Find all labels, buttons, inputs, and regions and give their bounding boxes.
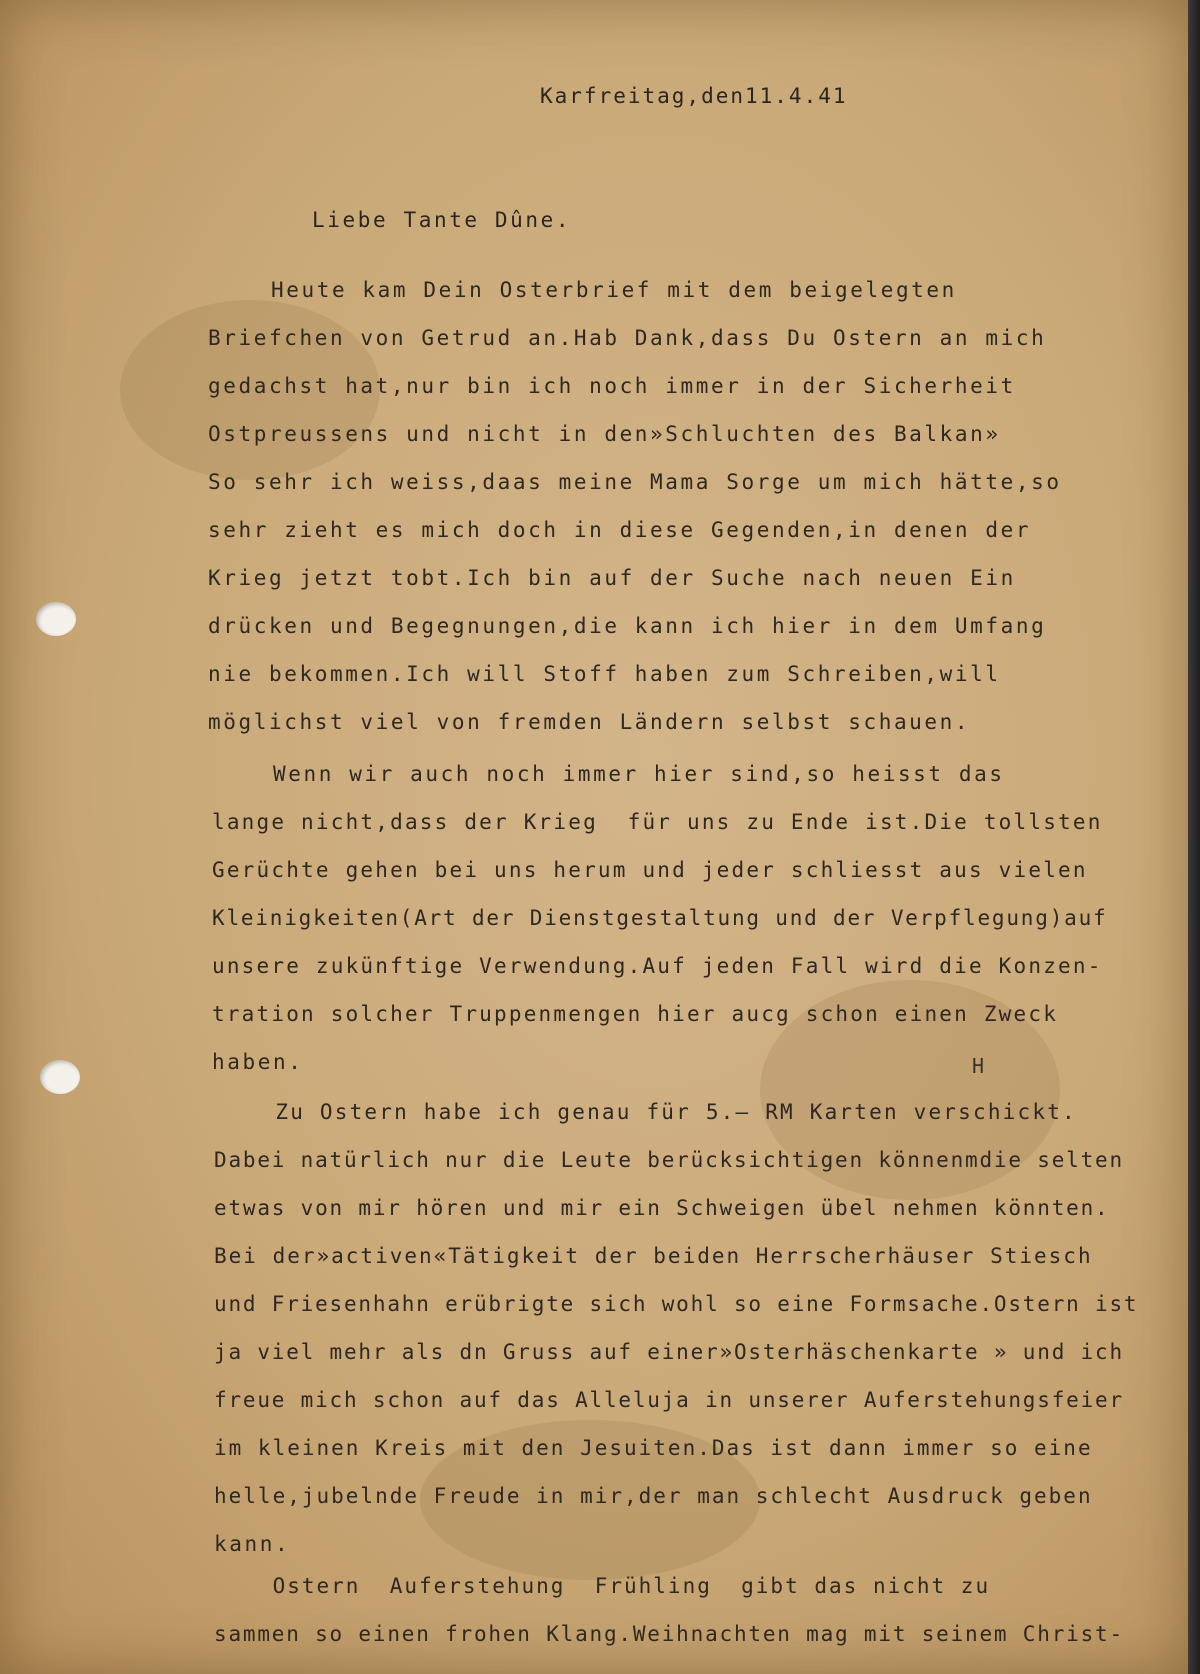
letter-line: sehr zieht es mich doch in diese Gegenden,in denen der bbox=[208, 518, 1032, 542]
letter-line: So sehr ich weiss,daas meine Mama Sorge um mich hätte,so bbox=[208, 470, 1062, 494]
letter-line: haben. bbox=[212, 1050, 304, 1074]
letter-line: Bei der»activen«Tätigkeit der beiden Herrscherhäuser Stiesch bbox=[214, 1244, 1093, 1268]
punch-hole bbox=[36, 602, 76, 636]
letter-line: helle,jubelnde Freude in mir,der man schlecht Ausdruck geben bbox=[214, 1484, 1093, 1508]
letter-line: Zu Ostern habe ich genau für 5.— RM Karten verschickt. bbox=[216, 1100, 1077, 1124]
letter-line: Ostpreussens und nicht in den»Schluchten des Balkan» bbox=[208, 422, 1001, 446]
letter-line: Briefchen von Getrud an.Hab Dank,dass Du Ostern an mich bbox=[208, 326, 1047, 350]
letter-line: drücken und Begegnungen,die kann ich hier in dem Umfang bbox=[208, 614, 1047, 638]
letter-line: etwas von mir hören und mir ein Schweigen übel nehmen könnten. bbox=[214, 1196, 1110, 1220]
letter-line: Wenn wir auch noch immer hier sind,so heisst das bbox=[212, 762, 1005, 786]
letter-line: freue mich schon auf das Alleluja in unserer Auferstehungsfeier bbox=[214, 1388, 1124, 1412]
punch-hole bbox=[40, 1060, 80, 1094]
letter-line: Heute kam Dein Osterbrief mit dem beigelegten bbox=[210, 278, 957, 302]
letter-line: und Friesenhahn erübrigte sich wohl so eine Formsache.Ostern ist bbox=[214, 1292, 1139, 1316]
letter-date: Karfreitag,den11.4.41 bbox=[540, 84, 848, 108]
letter-line: Ostern Auferstehung Frühling gibt das nicht zu bbox=[214, 1574, 991, 1598]
letter-salutation: Liebe Tante Dûne. bbox=[312, 208, 572, 232]
letter-line: kann. bbox=[214, 1532, 291, 1556]
letter-line: Gerüchte gehen bei uns herum und jeder schliesst aus vielen bbox=[212, 858, 1088, 882]
letter-line: Krieg jetzt tobt.Ich bin auf der Suche nach neuen Ein bbox=[208, 566, 1016, 590]
letter-line: lange nicht,dass der Krieg für uns zu Ende ist.Die tollsten bbox=[212, 810, 1103, 834]
handwritten-mark: H bbox=[972, 1054, 985, 1078]
scan-edge bbox=[1188, 0, 1200, 1674]
letter-line: gedachst hat,nur bin ich noch immer in der Sicherheit bbox=[208, 374, 1016, 398]
letter-line: Kleinigkeiten(Art der Dienstgestaltung und der Verpflegung)auf bbox=[212, 906, 1108, 930]
letter-line: im kleinen Kreis mit den Jesuiten.Das ist dann immer so eine bbox=[214, 1436, 1093, 1460]
letter-line: unsere zukünftige Verwendung.Auf jeden Fall wird die Konzen- bbox=[212, 954, 1103, 978]
letter-line: sammen so einen frohen Klang.Weihnachten mag mit seinem Christ- bbox=[214, 1622, 1124, 1646]
letter-line: möglichst viel von fremden Ländern selbst schauen. bbox=[208, 710, 971, 734]
letter-line: ja viel mehr als dn Gruss auf einer»Osterhäschenkarte » und ich bbox=[214, 1340, 1124, 1364]
letter-line: tration solcher Truppenmengen hier aucg schon einen Zweck bbox=[212, 1002, 1059, 1026]
letter-line: Dabei natürlich nur die Leute berücksichtigen könnenmdie selten bbox=[214, 1148, 1124, 1172]
letter-line: nie bekommen.Ich will Stoff haben zum Schreiben,will bbox=[208, 662, 1001, 686]
